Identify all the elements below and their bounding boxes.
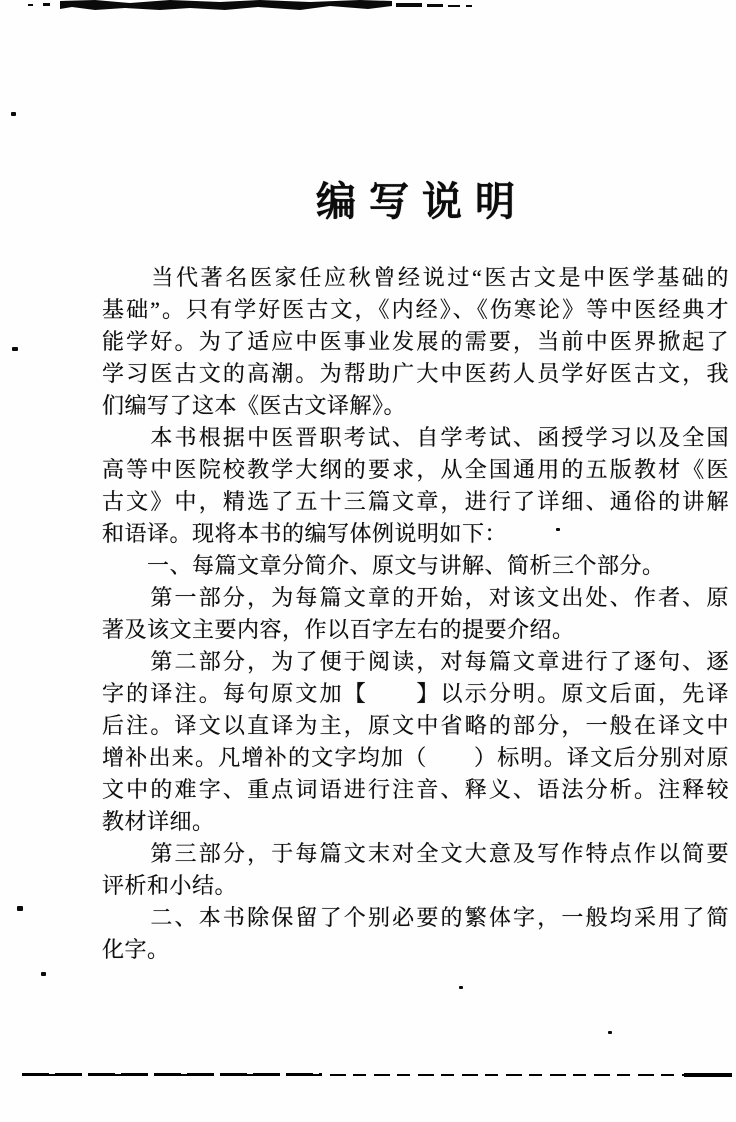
scan-artifact-bottom	[22, 1073, 732, 1078]
text-line: 高等中医院校教学大纲的要求，从全国通用的五版教材《医	[102, 457, 729, 482]
scan-speck	[556, 528, 560, 531]
text-line: 一、每篇文章分简介、原文与讲解、简析三个部分。	[102, 553, 665, 578]
scan-speck	[608, 1031, 612, 1034]
text-line: 第一部分，为每篇文章的开始，对该文出处、作者、原	[102, 585, 729, 610]
text-line: 和语译。现将本书的编写体例说明如下：	[102, 521, 508, 546]
text-line: 当代著名医家任应秋曾经说过“医古文是中医学基础的	[102, 265, 729, 290]
text-line: 们编写了这本《医古文译解》。	[102, 393, 407, 418]
text-line: 著及该文主要内容，作以百字左右的提要介绍。	[102, 617, 575, 642]
body-text	[102, 262, 729, 966]
text-line: 能学好。为了适应中医事业发展的需要，当前中医界掀起了	[102, 329, 729, 354]
text-line: 评析和小结。	[102, 873, 238, 898]
scan-speck	[41, 972, 46, 976]
text-line: 字的译注。每句原文加【 】以示分明。原文后面，先译	[102, 681, 729, 706]
scan-dash-right	[684, 1073, 732, 1077]
scan-speck	[12, 347, 18, 351]
scan-speck	[11, 112, 16, 116]
text-line: 古文》中，精选了五十三篇文章，进行了详细、通俗的讲解	[102, 489, 729, 514]
scan-dash-left	[22, 1073, 322, 1076]
page-title: 编写说明	[316, 179, 528, 224]
text-line: 二、本书除保留了个别必要的繁体字，一般均采用了简	[102, 905, 729, 930]
text-line: 本书根据中医晋职考试、自学考试、函授学习以及全国	[102, 425, 729, 450]
scan-artifact-top	[0, 0, 500, 16]
text-line: 学习医古文的高潮。为帮助广大中医药人员学好医古文，我	[102, 361, 729, 386]
text-line: 教材详细。	[102, 809, 215, 834]
text-line: 基础”。只有学好医古文，《内经》、《伤寒论》等中医经典才	[102, 297, 729, 322]
scan-speck	[17, 906, 23, 911]
text-line: 文中的难字、重点词语进行注音、释义、语法分析。注释较	[102, 777, 729, 802]
scan-speck	[459, 986, 463, 989]
text-line: 后注。译文以直译为主，原文中省略的部分，一般在译文中	[102, 713, 729, 738]
text-line: 第二部分，为了便于阅读，对每篇文章进行了逐句、逐	[102, 649, 729, 674]
text-line: 化字。	[102, 937, 170, 962]
text-line: 增补出来。凡增补的文字均加（ ）标明。译文后分别对原	[102, 745, 729, 770]
text-line: 第三部分，于每篇文末对全文大意及写作特点作以简要	[102, 841, 729, 866]
